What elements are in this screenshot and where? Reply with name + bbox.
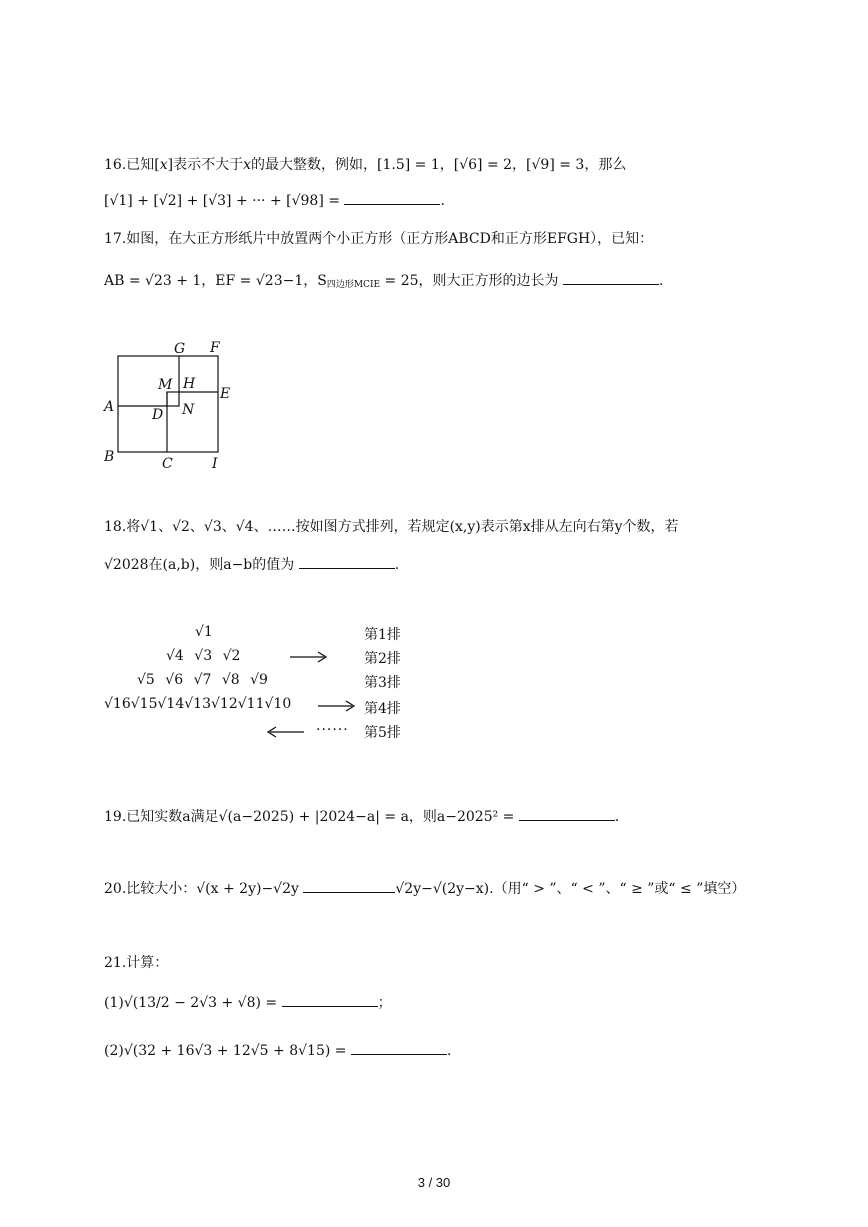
q16-sum: [√1] + [√2] + [√3] + ··· + [√98] = [104, 193, 340, 209]
q21-part1-expr: (1)√(13/2 − 2√3 + √8) = [104, 995, 278, 1011]
q18-num: √5 [137, 672, 155, 688]
q19-line [104, 806, 619, 828]
q18-num: √15 [130, 696, 158, 712]
q18-num: √13 [184, 696, 211, 712]
q21-part2 [104, 1040, 451, 1062]
q21-part1-end: ； [377, 995, 392, 1011]
q17-figure [100, 336, 240, 476]
q21-part2-blank[interactable] [351, 1040, 447, 1055]
q20-right-expr: √2y−√(2y−x) [395, 881, 490, 897]
q18-num: √8 [221, 672, 240, 688]
q16-text2: 的最大整数，例如，[1.5] = 1，[√6] = 2，[√9] = 3，那么 [251, 157, 627, 173]
q20-line [104, 878, 745, 900]
q18-line2 [104, 554, 399, 576]
q18-line1: 18.将√1、√2、√3、√4、……按如图方式排列，若规定(x,y)表示第x排从左向右第y个数，若 [104, 519, 679, 535]
q16-answer-blank[interactable] [344, 190, 440, 205]
q18-row-label: 第1排 [364, 627, 401, 643]
q18-num: √4 [166, 648, 184, 664]
q16-var2: x [243, 157, 252, 173]
q18-end: . [394, 557, 400, 573]
label-G: G [174, 341, 186, 357]
q16-line2 [104, 190, 445, 212]
q21-part2-expr: (2)√(32 + 16√3 + 12√5 + 8√15) = [104, 1043, 347, 1059]
label-N: N [182, 402, 195, 418]
label-M: M [158, 377, 173, 393]
q18-row-label: 第3排 [364, 675, 401, 691]
label-F: F [210, 340, 220, 356]
q18-ask: √2028在(a,b)，则a−b的值为 [104, 557, 295, 573]
right-arrow-icon [290, 651, 330, 663]
label-D: D [152, 407, 164, 423]
q20-answer-blank[interactable] [303, 878, 395, 893]
q18-num: √9 [250, 672, 268, 688]
q18-num: √16 [104, 696, 131, 712]
q18-row-label: 第2排 [364, 651, 401, 667]
q17-answer-blank[interactable] [563, 270, 659, 285]
q18-num: √11 [237, 696, 265, 712]
q17-area-sub: 四边形MCIE [326, 280, 381, 290]
q19-answer-blank[interactable] [519, 806, 615, 821]
q21-title: 21.计算： [104, 955, 169, 971]
page-number: 3 / 30 [417, 1175, 451, 1190]
q16-end: . [440, 193, 445, 209]
q18-row-label: 第5排 [364, 725, 401, 741]
q16-line1 [104, 154, 626, 176]
label-C: C [162, 456, 173, 472]
q18-row1: √1 [195, 624, 213, 640]
right-arrow-icon [318, 700, 358, 712]
q17-end: . [658, 273, 664, 289]
q18-num: √2 [222, 648, 241, 664]
label-H: H [183, 376, 196, 392]
q17-line2 [104, 270, 663, 296]
left-arrow-icon [266, 726, 306, 738]
q21-part1 [104, 992, 392, 1014]
label-I: I [212, 456, 218, 472]
q20-left-expr: √(x + 2y)−√2y [196, 881, 299, 897]
q19-text: 19.已知实数a满足√(a−2025) + |2024−a| = a，则a−2025² = [104, 809, 515, 825]
label-E: E [220, 386, 231, 402]
q17-line1: 17.如图，在大正方形纸片中放置两个小正方形（正方形ABCD和正方形EFGH），已知： [104, 231, 654, 247]
q18-num: √3 [194, 648, 213, 664]
q16-var: x [159, 157, 168, 173]
q18-row2 [166, 648, 240, 664]
q18-answer-blank[interactable] [299, 554, 395, 569]
q16-text: ]表示不大于 [167, 157, 244, 173]
q18-num: √12 [211, 696, 238, 712]
label-B: B [104, 449, 115, 465]
q21-part2-end: . [446, 1043, 452, 1059]
q21-part1-blank[interactable] [282, 992, 378, 1007]
q18-num: √6 [165, 672, 184, 688]
q18-row3 [137, 672, 268, 688]
q16-prefix: 16.已知[ [104, 157, 160, 173]
q17-ask: = 25，则大正方形的边长为 [380, 273, 559, 289]
q20-suffix: .（用“ > ”、“ < ”、“ ≥ ”或“ ≤ ”填空） [489, 881, 746, 897]
label-A: A [104, 399, 115, 415]
q20-prefix: 20.比较大小： [104, 881, 197, 897]
q18-num: √7 [193, 672, 212, 688]
q18-row4 [104, 696, 291, 712]
q18-num: √14 [157, 696, 185, 712]
q18-row-label: 第4排 [364, 701, 401, 717]
q18-row5-dots: ······ [316, 722, 349, 738]
q18-num: √10 [264, 696, 292, 712]
q17-given: AB = √23 + 1，EF = √23−1，S [104, 273, 327, 289]
q19-end: . [614, 809, 620, 825]
